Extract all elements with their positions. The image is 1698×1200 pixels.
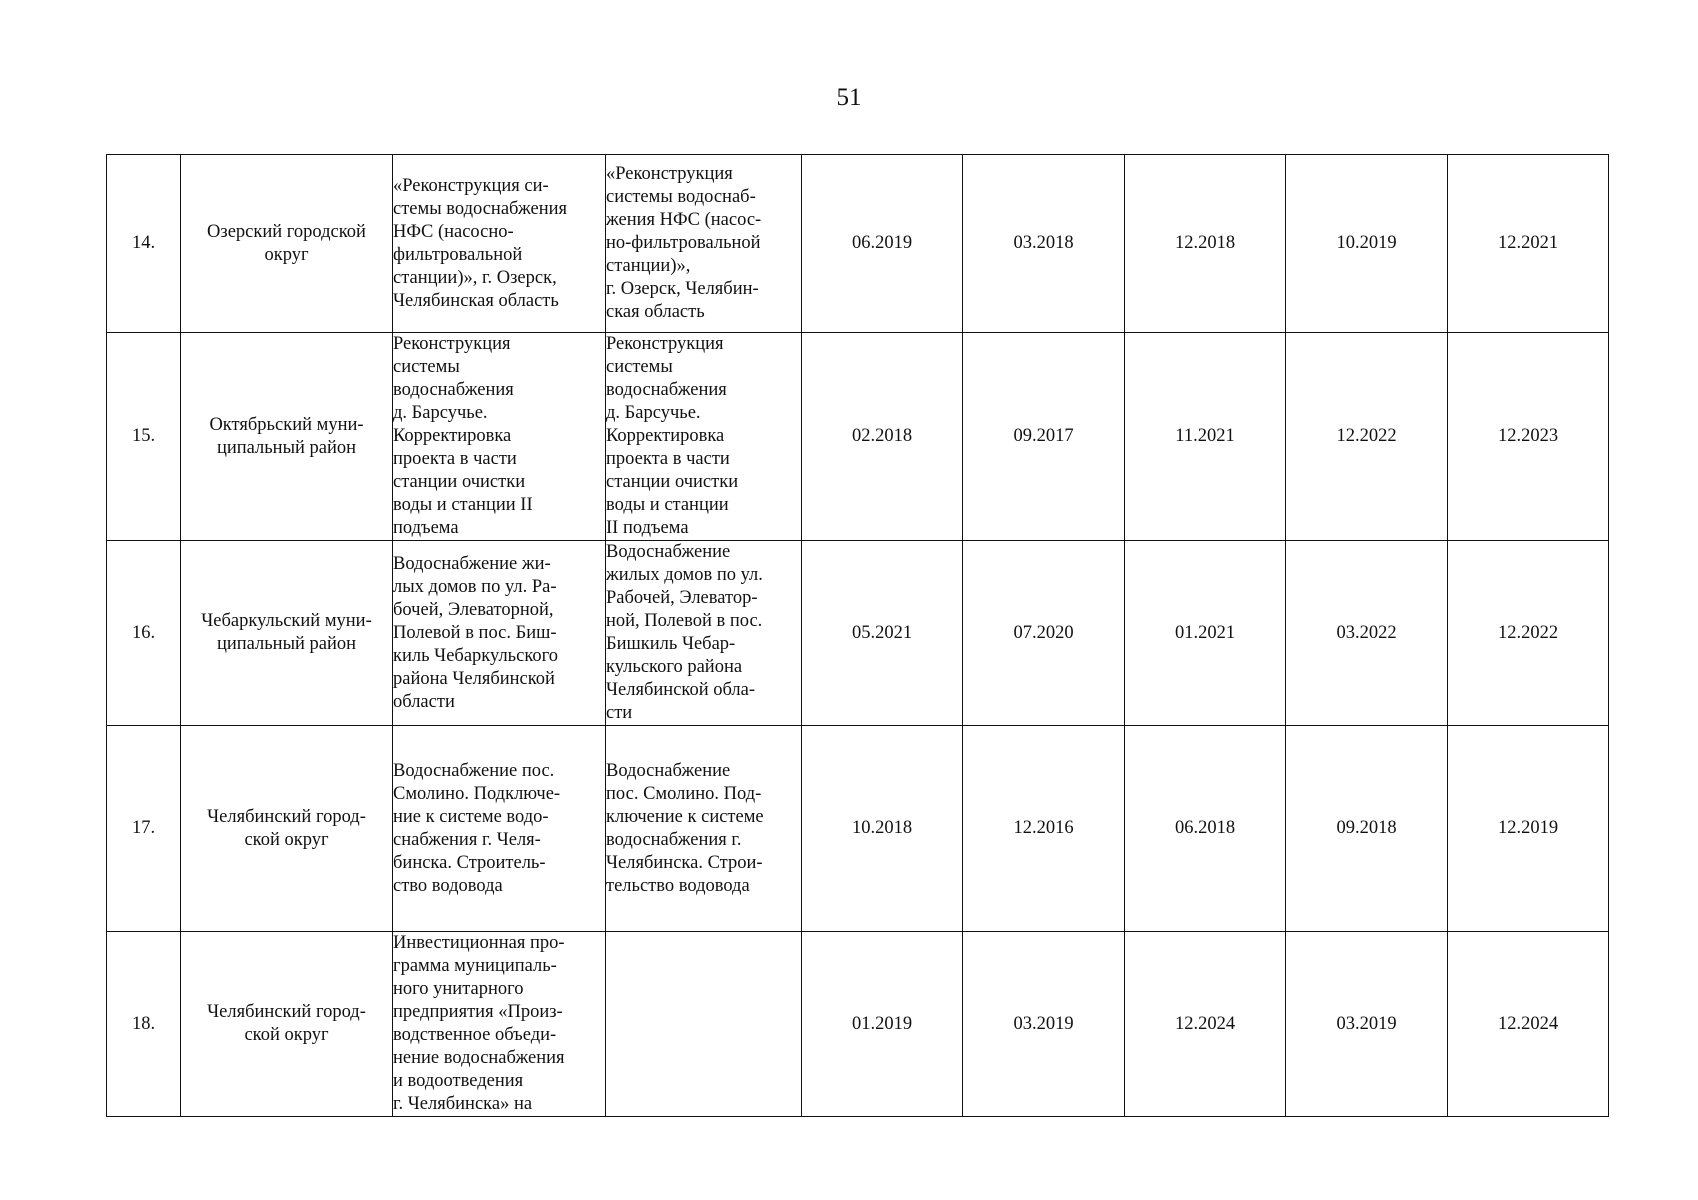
date-value: 03.2019 [1336, 1013, 1397, 1034]
municipality-cell [181, 541, 393, 726]
row-number: 15. [107, 333, 181, 541]
date-value: 01.2021 [1174, 622, 1236, 643]
date-value: 03.2022 [1336, 622, 1397, 643]
date-cell [1125, 932, 1286, 1117]
municipality-cell [181, 155, 393, 333]
object-name-cell: Инвестиционная про- грамма муниципаль- ного унитарного предприятия «Произ- водственное объеди- нение водоснабжения и водоотведения г. Челябинска» на [393, 932, 606, 1117]
date-cell [1286, 333, 1448, 541]
object-name-cell-2: «Реконструкция системы водоснаб- жения НФС (насос- но-фильтровальной станции)», г. Озерск, Челябин- ская область [606, 155, 802, 333]
date-cell [802, 541, 963, 726]
date-value: 12.2024 [1497, 1013, 1559, 1034]
projects-table [106, 154, 1609, 1117]
date-value: 05.2021 [851, 622, 913, 643]
date-value: 02.2018 [851, 426, 913, 446]
municipality-name: Челябинский город- ской округ [207, 1002, 366, 1045]
table-row [107, 932, 1609, 1117]
table-row [107, 726, 1609, 932]
date-cell [1448, 155, 1609, 333]
date-cell [802, 932, 963, 1117]
date-value: 12.2024 [1174, 1013, 1236, 1034]
date-cell [1125, 541, 1286, 726]
date-cell [1125, 726, 1286, 932]
date-cell [802, 726, 963, 932]
date-value: 12.2018 [1174, 233, 1236, 253]
date-cell [1448, 726, 1609, 932]
object-name-cell: Водоснабжение пос. Смолино. Подключе- ние к системе водо- снабжения г. Челя- бинска. Строитель- ство водовода [393, 726, 606, 932]
date-value: 12.2016 [1013, 818, 1074, 838]
date-cell [963, 726, 1125, 932]
row-number: 14. [107, 155, 181, 333]
date-value: 07.2020 [1013, 622, 1074, 643]
date-value: 01.2019 [851, 1013, 913, 1034]
date-cell [802, 155, 963, 333]
table-row [107, 333, 1609, 541]
date-value: 09.2018 [1336, 818, 1397, 838]
date-cell [802, 333, 963, 541]
date-cell [1286, 726, 1448, 932]
date-cell [963, 932, 1125, 1117]
object-name-cell-2: Водоснабжение пос. Смолино. Под- ключение к системе водоснабжения г. Челябинска. Строи- тельство водовода [606, 726, 802, 932]
municipality-name: Озерский городской округ [207, 221, 366, 265]
date-cell [1125, 155, 1286, 333]
date-value: 10.2019 [1336, 233, 1397, 253]
date-value: 12.2019 [1497, 818, 1559, 838]
date-value: 12.2022 [1336, 426, 1397, 446]
table-row [107, 541, 1609, 726]
object-name-cell: Водоснабжение жи- лых домов по ул. Ра- бочей, Элеваторной, Полевой в пос. Биш- киль Чебаркульского района Челябинской области [393, 541, 606, 726]
date-cell [963, 333, 1125, 541]
date-cell [1286, 155, 1448, 333]
date-cell [1448, 333, 1609, 541]
date-cell [1448, 932, 1609, 1117]
date-value: 11.2021 [1175, 426, 1235, 446]
object-name-cell: «Реконструкция си- стемы водоснабжения НФС (насосно- фильтровальной станции)», г. Озерск, Челябинская область [393, 155, 606, 333]
date-value: 12.2023 [1497, 426, 1559, 446]
object-name-cell: Реконструкция системы водоснабжения д. Барсучье. Корректировка проекта в части станции очистки воды и станции II подъема [393, 333, 606, 541]
date-value: 12.2021 [1497, 233, 1559, 253]
date-cell [963, 541, 1125, 726]
date-value: 03.2019 [1013, 1013, 1074, 1034]
municipality-name: Челябинский город- ской округ [207, 806, 366, 850]
row-number: 18. [107, 932, 181, 1117]
table-row [107, 155, 1609, 333]
municipality-cell [181, 333, 393, 541]
date-value: 12.2022 [1497, 622, 1559, 643]
page-number: 51 [836, 84, 862, 111]
object-name-cell-2: Водоснабжение жилых домов по ул. Рабочей, Элеватор- ной, Полевой в пос. Бишкиль Чебар- кульского района Челябинской обла- сти [606, 541, 802, 726]
row-number: 16. [107, 541, 181, 726]
date-cell [1125, 333, 1286, 541]
date-cell [1286, 541, 1448, 726]
row-number: 17. [107, 726, 181, 932]
date-cell [963, 155, 1125, 333]
date-value: 09.2017 [1013, 426, 1074, 446]
date-value: 06.2018 [1174, 818, 1236, 838]
municipality-name: Октябрьский муни- ципальный район [209, 414, 364, 458]
municipality-cell [181, 932, 393, 1117]
object-name-cell-2 [606, 932, 802, 1117]
municipality-cell [181, 726, 393, 932]
municipality-name: Чебаркульский муни- ципальный район [201, 611, 372, 654]
date-value: 06.2019 [851, 233, 913, 253]
object-name-cell-2: Реконструкция системы водоснабжения д. Барсучье. Корректировка проекта в части станции очистки воды и станции II подъема [606, 333, 802, 541]
date-value: 10.2018 [851, 818, 913, 838]
date-value: 03.2018 [1013, 233, 1074, 253]
date-cell [1286, 932, 1448, 1117]
date-cell [1448, 541, 1609, 726]
